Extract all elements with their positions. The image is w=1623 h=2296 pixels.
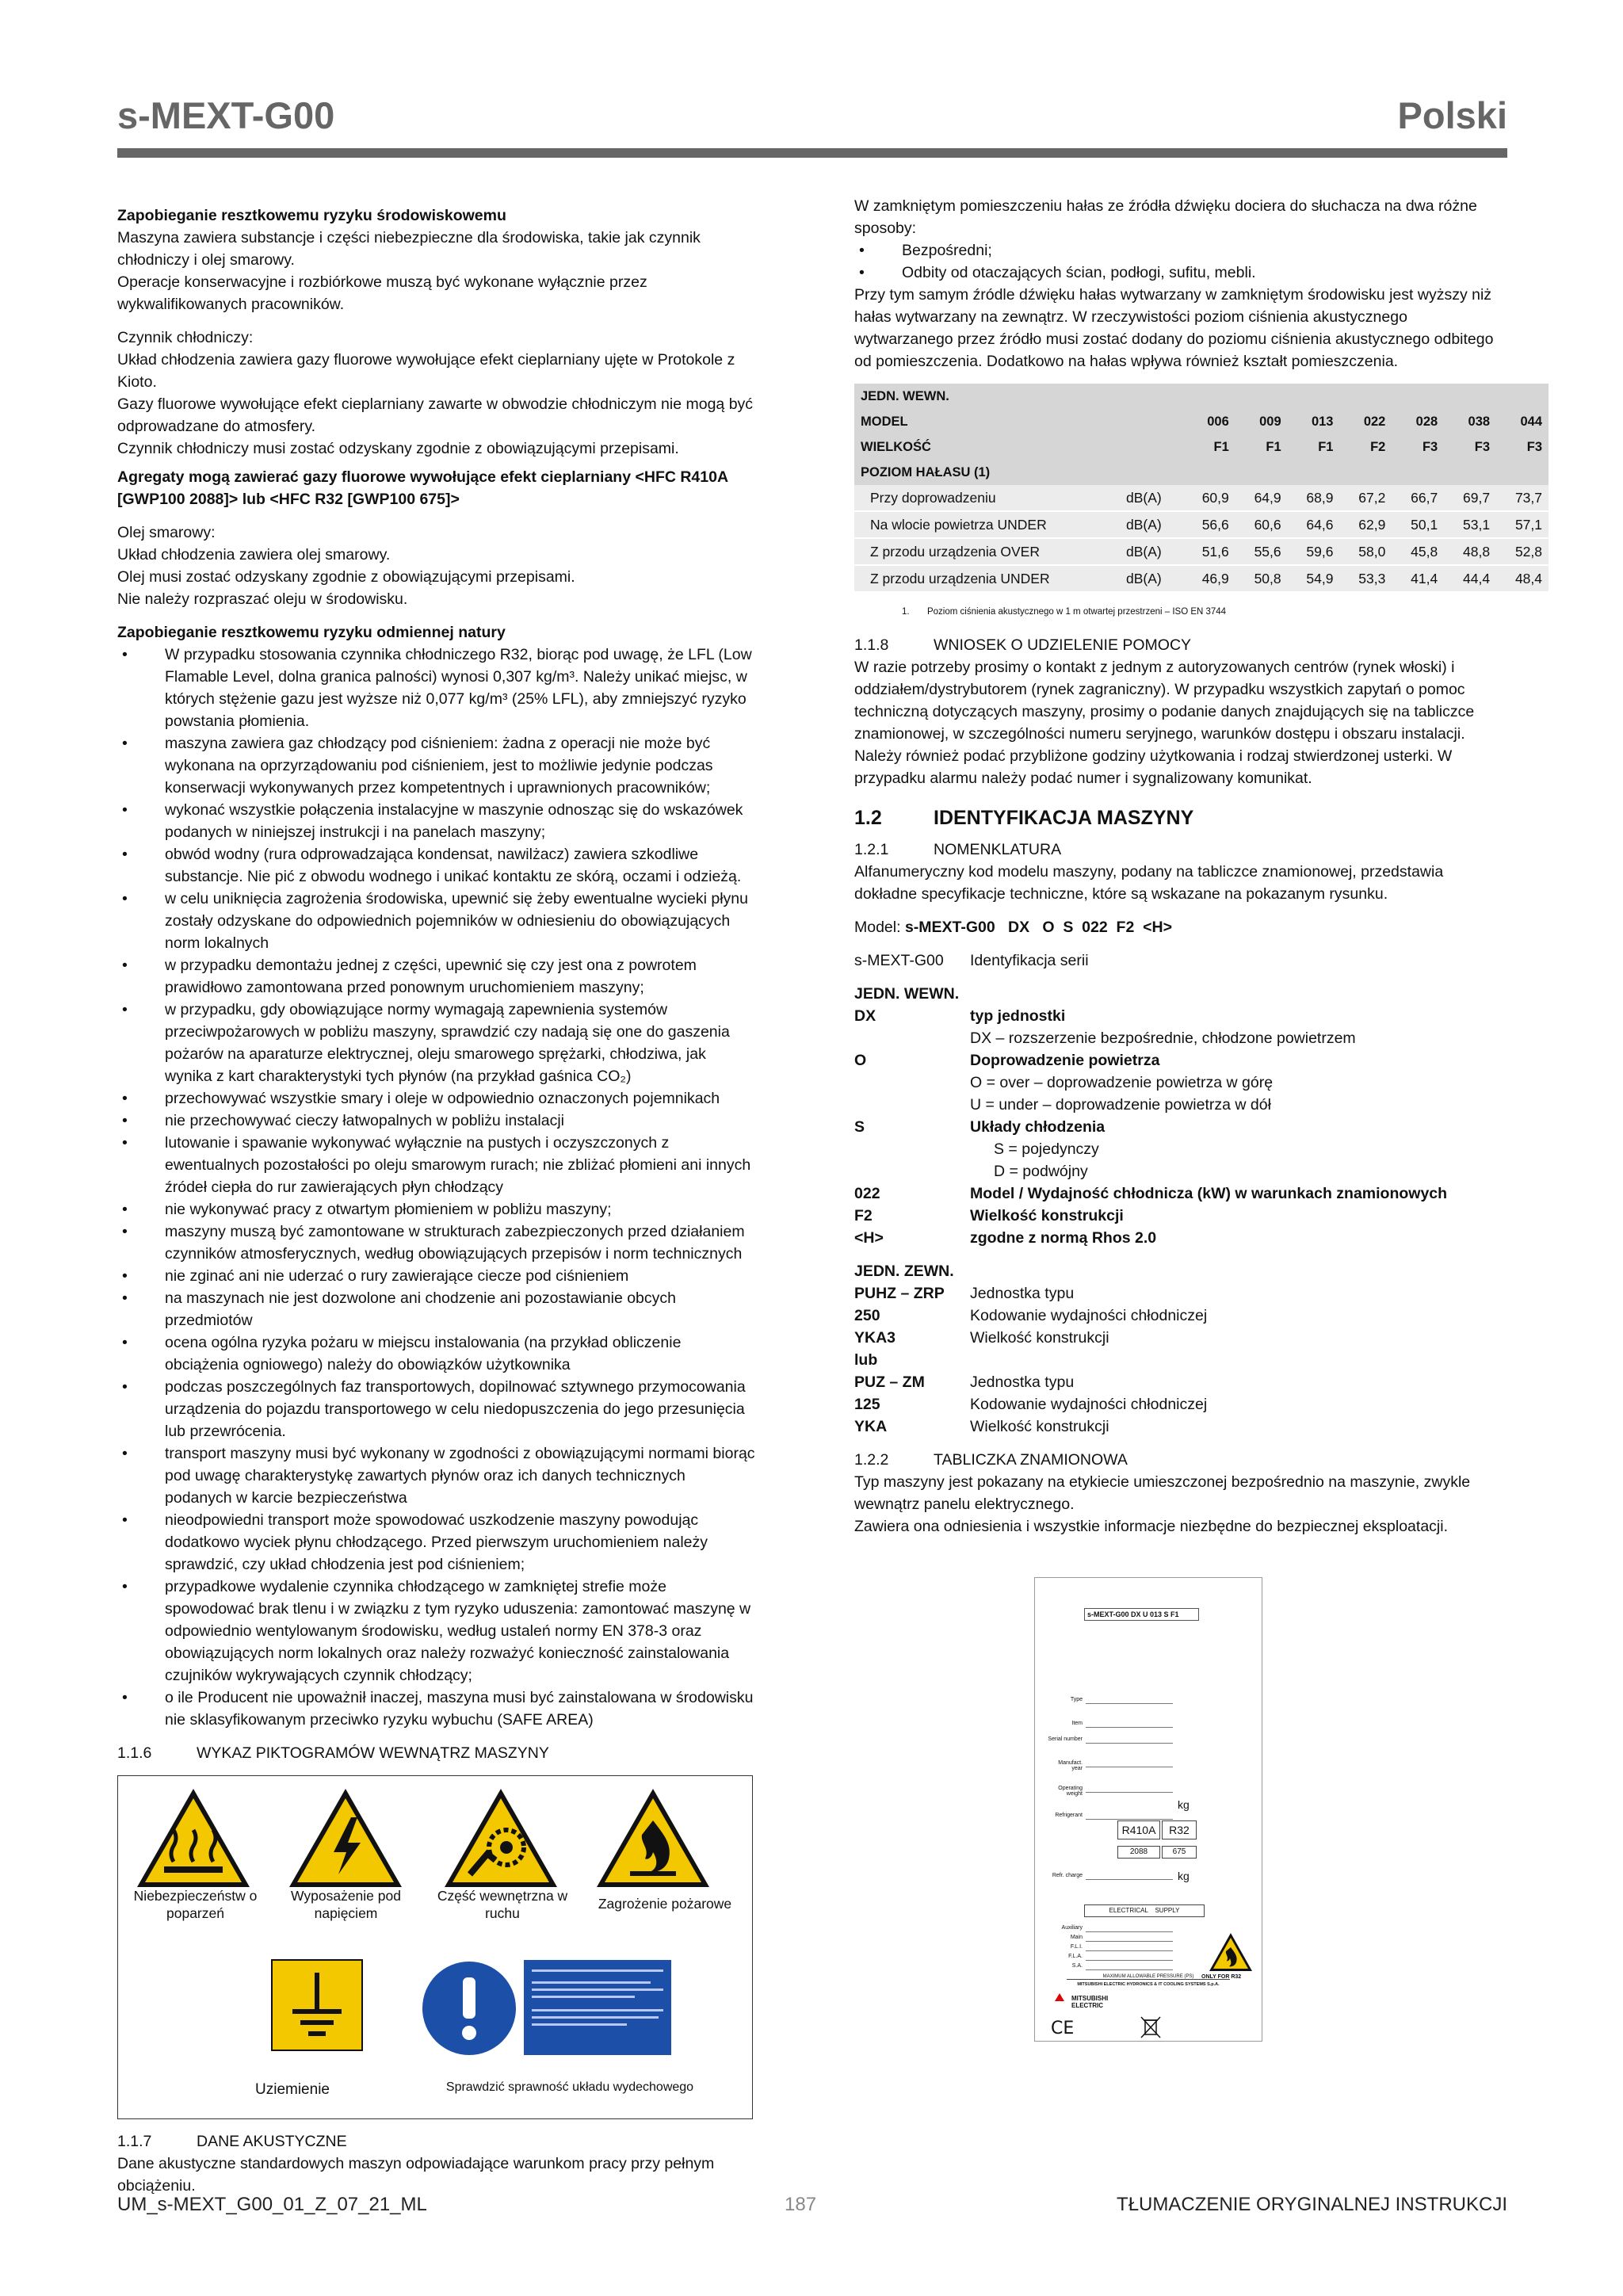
paragraph: Typ maszyny jest pokazany na etykiecie umieszczonej bezpośrednio na maszynie, zwykle wewnątrz panelu elektrycznego. — [854, 1473, 1471, 1513]
list-item: • Odbity od otaczających ścian, podłogi, sufitu, mebli. — [854, 262, 1507, 284]
code-key: <H> — [854, 1229, 884, 1247]
section-heading-121 — [854, 839, 1507, 861]
header-rule — [117, 148, 1507, 158]
plate-field-label: F.L.I. — [1070, 1944, 1083, 1950]
code-value: Jednostka typu — [970, 1285, 1075, 1302]
model-cell: 006 — [1183, 409, 1235, 434]
size-cell: F3 — [1444, 434, 1496, 460]
plate-field-line — [1086, 1703, 1173, 1704]
acoustic-data-table — [854, 384, 1549, 593]
nomenclature-row — [854, 1371, 1507, 1393]
list-item: • przypadkowe wydalenie czynnika chłodzącego w zamkniętej strefie może spowodować brak tlenu i w związku z tym ryzyko uduszenia: zamontować maszynę w odpowiednio wentylowanym środowisku, według ustaleń normy EN 378-3 oraz obowiązujących norm lokalnych oraz należy rozważyć konieczność zainstalowania czujników wykrywających czynnik chłodzący; — [117, 1576, 755, 1687]
document-title: s-MEXT-G00 — [117, 94, 335, 136]
table-row — [854, 538, 1549, 565]
code-description: D = podwójny — [994, 1163, 1088, 1180]
weee-bin-icon — [1140, 2015, 1162, 2039]
plate-pressure-header: MAXIMUM ALLOWABLE PRESSURE (PS) — [1067, 1974, 1230, 1980]
table-cell: 52,8 — [1496, 538, 1549, 565]
nomenclature-row — [854, 1138, 1507, 1160]
nomenclature-row — [854, 1072, 1507, 1094]
table-row — [854, 485, 1549, 511]
code-value: typ jednostki — [970, 1007, 1066, 1025]
plate-field-line — [1086, 1727, 1173, 1728]
row-unit: dB(A) — [1120, 565, 1183, 592]
section-number: 1.1.8 — [854, 636, 889, 654]
table-footnote — [902, 601, 1507, 623]
nomenclature-row — [854, 1182, 1507, 1205]
list-item: • nie przechowywać cieczy łatwopalnych w pobliżu instalacji — [117, 1110, 755, 1132]
plate-field-label: S.A. — [1071, 1963, 1083, 1969]
list-item: • nie wykonywać pracy z otwartym płomieniem w pobliżu maszyny; — [117, 1198, 755, 1221]
plate-field-line — [1086, 1743, 1173, 1744]
code-value: Wielkość konstrukcji — [970, 1329, 1109, 1347]
pictogram-label: Uziemienie — [255, 2081, 330, 2098]
table-cell: 67,2 — [1339, 485, 1392, 511]
code-key: S — [854, 1118, 865, 1136]
size-cell: F1 — [1235, 434, 1288, 460]
code-value: Wielkość konstrukcji — [970, 1418, 1109, 1435]
nomenclature-row — [854, 1116, 1507, 1138]
table-cell: 50,8 — [1235, 565, 1288, 592]
row-label: Przy doprowadzeniu — [854, 485, 1120, 511]
paragraph: Maszyna zawiera substancje i części niebezpieczne dla środowiska, takie jak czynnik chłodniczy i olej smarowy. — [117, 229, 701, 269]
list-item: • podczas poszczególnych faz transportowych, dopilnować sztywnego przymocowania urządzenia do pojazdu transportowego w celu niedopuszczenia do jego przesunięcia lub przewrócenia. — [117, 1376, 755, 1442]
plate-model-box: s-MEXT-G00 DX U 013 S F1 — [1084, 1608, 1199, 1621]
code-value: Identyfikacja serii — [970, 952, 1089, 969]
plate-field-label: Refr. charge — [1052, 1873, 1083, 1878]
pictogram-label: Zagrożenie pożarowe — [598, 1896, 732, 1912]
section-title: Zapobieganie resztkowemu ryzyku odmiennej natury — [117, 624, 506, 641]
paragraph: W razie potrzeby prosimy o kontakt z jednym z autoryzowanych centrów (rynek włoski) i oddziałem/dystrybutorem (rynek zagraniczny). W przypadku wszystkich zapytań o pomoc techniczną dotyczących maszyny, prosimy o podanie danych znajdujących się na tabliczce znamionowej, w szczególności numeru seryjnego, warunków dostępu i obszaru instalacji. Należy również podać przybliżone godziny użytkowania i rodzaj stwierdzonej usterki. W przypadku alarmu należy podać numer i sygnalizowany komunikat. — [854, 659, 1475, 787]
paragraph: Olej musi zostać odzyskany zgodnie z obowiązującymi przepisami. — [117, 568, 575, 586]
code-key: 022 — [854, 1185, 880, 1202]
paragraph: Układ chłodzenia zawiera olej smarowy. — [117, 546, 391, 563]
sound-path-list — [854, 239, 1507, 284]
nomenclature-row — [854, 1205, 1507, 1227]
table-cell: 66,7 — [1392, 485, 1444, 511]
list-item: • obwód wodny (rura odprowadzająca kondensat, nawilżacz) zawiera szkodliwe substancje. Nie pić z obwodu wodnego i unikać kontaktu ze skórą, oczami i odzieżą. — [117, 843, 755, 888]
subhead: Czynnik chłodniczy: — [117, 329, 254, 346]
section-title: DANE AKUSTYCZNE — [197, 2133, 347, 2150]
list-item: • maszyna zawiera gaz chłodzący pod ciśnieniem: żadna z operacji nie może być wykonana na oprzyrządowaniu pod ciśnieniem, jest to możliwie jedynie podczas konserwacji wykonywanych przez kompetentnych i uprawnionych pracowników; — [117, 732, 755, 799]
pictogram-label: Sprawdzić sprawność układu wydechowego — [445, 2080, 694, 2094]
code-value: Wielkość konstrukcji — [970, 1207, 1124, 1224]
paragraph: W zamkniętym pomieszczeniu hałas ze źródła dźwięku dociera do słuchacza na dwa różne sposoby: — [854, 197, 1477, 237]
paragraph: Układ chłodzenia zawiera gazy fluorowe wywołujące efekt cieplarniany ujęte w Protokole z Kioto. — [117, 351, 735, 391]
plate-charge-unit: kg — [1178, 1870, 1190, 1882]
model-prefix: Model: — [854, 919, 901, 936]
list-item: • nie zginać ani nie uderzać o rury zawierające ciecze pod ciśnieniem — [117, 1265, 755, 1287]
plate-field-label: Serial number — [1048, 1736, 1083, 1742]
nomenclature-row — [854, 1305, 1507, 1327]
row-unit: dB(A) — [1120, 485, 1183, 511]
plate-field-label: Operating weight — [1058, 1786, 1083, 1797]
code-key: YKA3 — [854, 1329, 896, 1347]
plate-gwp-b: 675 — [1162, 1846, 1197, 1859]
nomenclature-row — [854, 1227, 1507, 1249]
list-item: • nieodpowiedni transport może spowodować uszkodzenie maszyny powodując dodatkowo wyciek płynu chłodzącego. Przed pierwszym uruchomieniem należy sprawdzić, czy układ chłodzenia jest pod ciśnieniem; — [117, 1509, 755, 1576]
table-cell: 50,1 — [1392, 511, 1444, 538]
rating-plate-image — [1034, 1577, 1262, 2042]
model-cell: 028 — [1392, 409, 1444, 434]
plate-field-label: Main — [1070, 1935, 1083, 1940]
list-item: • lutowanie i spawanie wykonywać wyłącznie na pustych i oczyszczonych z ewentualnych pozostałości po oleju smarowym rurach; nie zbliżać płomieni ani innych źródeł ciepła do rur zawierających płyn chłodzący — [117, 1132, 755, 1198]
plate-refrigerant-b: R32 — [1162, 1820, 1197, 1839]
plate-field-line — [1086, 1879, 1173, 1880]
list-item: • maszyny muszą być zamontowane w strukturach zabezpieczonych przed działaniem czynników atmosferycznych, według obowiązujących przepisów i norm technicznych — [117, 1221, 755, 1265]
table-cell: 59,6 — [1288, 538, 1340, 565]
code-description: DX – rozszerzenie bezpośrednie, chłodzone powietrzem — [970, 1030, 1356, 1047]
table-header: POZIOM HAŁASU (1) — [854, 460, 1549, 485]
section-number: 1.2.1 — [854, 841, 889, 858]
section-title: NOMENKLATURA — [934, 841, 1062, 858]
section-title: IDENTYFIKACJA MASZYNY — [934, 807, 1194, 829]
list-item: • w celu uniknięcia zagrożenia środowiska, upewnić się żeby ewentualne wycieki płynu zostały odzyskane do odpowiednich pojemników w odniesieniu do obowiązujących norm lokalnych — [117, 888, 755, 954]
plate-field-label: F.L.A. — [1068, 1954, 1083, 1959]
plate-brand: MITSUBISHI ELECTRIC — [1071, 1995, 1109, 2009]
plate-field-label: Item — [1071, 1721, 1083, 1726]
plate-field-line — [1086, 1931, 1173, 1932]
plate-weight-unit: kg — [1178, 1798, 1190, 1811]
code-key: 125 — [854, 1396, 880, 1413]
table-cell: 48,8 — [1444, 538, 1496, 565]
table-cell: 54,9 — [1288, 565, 1340, 592]
plate-field-line — [1086, 1792, 1173, 1793]
footnote-text: Poziom ciśnienia akustycznego w 1 m otwartej przestrzeni – ISO EN 3744 — [926, 607, 1227, 617]
nomenclature-row — [854, 1393, 1507, 1415]
section-heading-117 — [117, 2130, 755, 2153]
section-number: 1.1.6 — [117, 1744, 152, 1762]
code-key: DX — [854, 1007, 876, 1025]
section-title: WYKAZ PIKTOGRAMÓW WEWNĄTRZ MASZYNY — [197, 1744, 549, 1762]
plate-ce-mark: CE — [1051, 2019, 1075, 2038]
plate-field-label: Auxiliary — [1061, 1925, 1083, 1931]
language-label: Polski — [1397, 94, 1507, 136]
section-heading-116 — [117, 1742, 755, 1764]
plate-field-line — [1086, 1950, 1173, 1951]
fire-hazard-icon — [594, 1786, 712, 1890]
plate-company: MITSUBISHI ELECTRIC HYDRONICS & IT COOLING SYSTEMS S.p.A. — [1077, 1982, 1220, 1987]
table-cell: 44,4 — [1444, 565, 1496, 592]
left-column — [117, 204, 755, 2197]
plate-field-line — [1086, 1941, 1173, 1942]
table-cell: 64,9 — [1235, 485, 1288, 511]
table-header: JEDN. WEWN. — [854, 384, 1549, 409]
table-cell: 48,4 — [1496, 565, 1549, 592]
pictogram-label: Część wewnętrzna w ruchu — [437, 1888, 568, 1921]
moving-parts-icon — [441, 1786, 560, 1890]
subhead: Olej smarowy: — [117, 524, 216, 541]
plate-field-label: Type — [1070, 1697, 1083, 1702]
plate-field-line — [1086, 1960, 1173, 1961]
nomenclature-row — [854, 1282, 1507, 1305]
table-row — [854, 511, 1549, 538]
code-key: O — [854, 1052, 867, 1069]
document-type: TŁUMACZENIE ORYGINALNEJ INSTRUKCJI — [1117, 2194, 1507, 2215]
row-unit: dB(A) — [1120, 538, 1183, 565]
pictogram-label: Wyposażenie pod napięciem — [291, 1888, 401, 1921]
paragraph: Dane akustyczne standardowych maszyn odpowiadające warunkom pracy przy pełnym obciążeniu. — [117, 2155, 715, 2195]
model-code: s-MEXT-G00 DX O S 022 F2 <H> — [904, 919, 1172, 936]
paragraph: Zawiera ona odniesienia i wszystkie informacje niezbędne do bezpiecznej eksploatacji. — [854, 1518, 1448, 1535]
document-code: UM_s-MEXT_G00_01_Z_07_21_ML — [117, 2194, 427, 2215]
code-value: Kodowanie wydajności chłodniczej — [970, 1307, 1208, 1324]
gwp-notice: Agregaty mogą zawierać gazy fluorowe wywołujące efekt cieplarniany <HFC R410A [GWP100 2088]> lub <HFC R32 [GWP100 675]> — [117, 468, 728, 508]
nomenclature-row — [854, 1415, 1507, 1438]
section-title: WNIOSEK O UDZIELENIE POMOCY — [934, 636, 1192, 654]
table-cell: 60,6 — [1235, 511, 1288, 538]
table-cell: 53,1 — [1444, 511, 1496, 538]
nomenclature-row — [854, 1327, 1507, 1349]
list-item: • o ile Producent nie upoważnił inaczej, maszyna musi być zainstalowana w środowisku nie sklasyfikowanym przeciwko ryzyku wybuchu (SAFE AREA) — [117, 1687, 755, 1731]
section-heading-122 — [854, 1449, 1507, 1471]
table-header: WIELKOŚĆ — [854, 434, 1183, 460]
nomenclature-row — [854, 1027, 1507, 1049]
row-unit: dB(A) — [1120, 511, 1183, 538]
code-value: Doprowadzenie powietrza — [970, 1052, 1160, 1069]
section-heading-118 — [854, 634, 1507, 656]
paragraph: Gazy fluorowe wywołujące efekt cieplarniany zawarte w obwodzie chłodniczym nie mogą być odprowadzane do atmosfery. — [117, 395, 754, 435]
mitsubishi-logo-icon — [1051, 1993, 1068, 2009]
section-number: 1.1.7 — [117, 2133, 152, 2150]
row-label: Z przodu urządzenia OVER — [854, 538, 1120, 565]
nomenclature-row — [854, 1094, 1507, 1116]
table-cell: 73,7 — [1496, 485, 1549, 511]
fire-warning-icon — [1208, 1931, 1254, 1973]
model-cell: 038 — [1444, 409, 1496, 434]
risk-bullet-list — [117, 644, 755, 1731]
list-item: • wykonać wszystkie połączenia instalacyjne w maszynie odnosząc się do wskazówek podanych w niniejszej instrukcji i na panelach maszyny; — [117, 799, 755, 843]
paragraph: Nie należy rozpraszać oleju w środowisku. — [117, 590, 408, 608]
list-item: • w przypadku demontażu jednej z części, upewnić się czy jest ona z powrotem prawidłowo zamontowana przed ponownym uruchomieniem maszyny; — [117, 954, 755, 999]
paragraph: Przy tym samym źródle dźwięku hałas wytwarzany w zamkniętym środowisku jest wyższy niż hałas wytwarzany na zewnątrz. W rzeczywistości poziom ciśnienia akustycznego wytwarzanego przez źródło musi zostać dodany do poziomu ciśnienia akustycznego odbitego od pomieszczenia. Dodatkowo na hałas wpływa również kształt pomieszczenia. — [854, 286, 1494, 370]
plate-field-line — [1086, 1969, 1173, 1970]
paragraph: Czynnik chłodniczy musi zostać odzyskany zgodnie z obowiązującymi przepisami. — [117, 440, 679, 457]
code-description: O = over – doprowadzenie powietrza w górę — [970, 1074, 1274, 1091]
exclamation-mandatory-icon — [421, 1960, 517, 2057]
plate-field-line — [1086, 1819, 1173, 1820]
row-label: Z przodu urządzenia UNDER — [854, 565, 1120, 592]
code-value: Model / Wydajność chłodnicza (kW) w warunkach znamionowych — [970, 1185, 1448, 1202]
table-cell: 62,9 — [1339, 511, 1392, 538]
code-value: zgodne z normą Rhos 2.0 — [970, 1229, 1157, 1247]
table-cell: 68,9 — [1288, 485, 1340, 511]
code-value: Układy chłodzenia — [970, 1118, 1106, 1136]
list-item: • w przypadku, gdy obowiązujące normy wymagają zapewnienia systemów przeciwpożarowych w pobliżu maszyny, sprawdzić czy nadają się one do gaszenia pożarów na aparaturze elektrycznej, oleju smarowego sprężarki, chłodziwa, jak wynika z kart charakterystyki tych płynów (na przykład gaśnica CO₂) — [117, 999, 755, 1087]
subhead: JEDN. ZEWN. — [854, 1263, 954, 1280]
right-column — [854, 195, 1542, 1538]
code-key: PUHZ – ZRP — [854, 1285, 945, 1302]
table-cell: 45,8 — [1392, 538, 1444, 565]
code-key: F2 — [854, 1207, 873, 1224]
table-cell: 58,0 — [1339, 538, 1392, 565]
page-number: 187 — [785, 2194, 817, 2215]
code-key: YKA — [854, 1418, 888, 1435]
table-cell: 56,6 — [1183, 511, 1235, 538]
code-key: 250 — [854, 1307, 880, 1324]
table-header: MODEL — [854, 409, 1183, 434]
plate-only-r32: ONLY FOR R32 — [1201, 1974, 1242, 1980]
pictogram-panel — [117, 1775, 753, 2119]
section-title: TABLICZKA ZNAMIONOWA — [934, 1451, 1128, 1469]
size-cell: F1 — [1183, 434, 1235, 460]
plate-electrical-header: ELECTRICAL SUPPLY — [1084, 1904, 1205, 1917]
section-number: 1.2 — [854, 807, 882, 829]
table-cell: 60,9 — [1183, 485, 1235, 511]
table-row — [854, 565, 1549, 592]
table-cell: 64,6 — [1288, 511, 1340, 538]
section-heading-12 — [854, 807, 1507, 829]
plate-field-label: Refrigerant — [1055, 1813, 1083, 1818]
subhead: JEDN. WEWN. — [854, 985, 960, 1003]
ground-icon — [270, 1958, 364, 2052]
model-cell: 044 — [1496, 409, 1549, 434]
size-cell: F3 — [1496, 434, 1549, 460]
code-value: Jednostka typu — [970, 1373, 1075, 1391]
paragraph: Operacje konserwacyjne i rozbiórkowe muszą być wykonane wyłącznie przez wykwalifikowanych pracowników. — [117, 273, 647, 313]
size-cell: F1 — [1288, 434, 1340, 460]
nomenclature-row — [854, 949, 1507, 972]
plate-field-label: Manufact. year — [1058, 1760, 1083, 1771]
code-key: PUZ – ZM — [854, 1373, 925, 1391]
code-description: S = pojedynczy — [994, 1140, 1099, 1158]
pictogram-label: Niebezpieczeństw o poparzeń — [133, 1888, 258, 1921]
table-cell: 55,6 — [1235, 538, 1288, 565]
nomenclature-row — [854, 1005, 1507, 1027]
table-cell: 57,1 — [1496, 511, 1549, 538]
section-number: 1.2.2 — [854, 1451, 889, 1469]
list-item: • przechowywać wszystkie smary i oleje w odpowiednio oznaczonych pojemnikach — [117, 1087, 755, 1110]
plate-gwp-a: 2088 — [1117, 1846, 1160, 1859]
exhaust-check-sticker — [524, 1960, 671, 2055]
section-title: Zapobieganie resztkowemu ryzyku środowiskowemu — [117, 207, 506, 224]
table-cell: 41,4 — [1392, 565, 1444, 592]
list-item: • Bezpośredni; — [854, 239, 1507, 262]
list-item: • W przypadku stosowania czynnika chłodniczego R32, biorąc pod uwagę, że LFL (Low Flamable Level, dolna granica palności) wynosi 0,307 kg/m³. Należy unikać miejsc, w których stężenie gazu jest wyższe niż 0,077 kg/m³ (25% LFL), aby zmniejszyć ryzyko powstania płomienia. — [117, 644, 755, 732]
hot-surface-warning-icon — [134, 1786, 253, 1890]
table-cell: 69,7 — [1444, 485, 1496, 511]
nomenclature-row — [854, 1049, 1507, 1072]
model-cell: 022 — [1339, 409, 1392, 434]
table-cell: 53,3 — [1339, 565, 1392, 592]
model-code-line — [854, 916, 1507, 938]
model-cell: 013 — [1288, 409, 1340, 434]
size-cell: F2 — [1339, 434, 1392, 460]
row-label: Na wlocie powietrza UNDER — [854, 511, 1120, 538]
electrical-hazard-icon — [286, 1786, 405, 1890]
plate-refrigerant-a: R410A — [1117, 1820, 1160, 1839]
nomenclature-row — [854, 1160, 1507, 1182]
code-value: Kodowanie wydajności chłodniczej — [970, 1396, 1208, 1413]
paragraph: Alfanumeryczny kod modelu maszyny, podany na tabliczce znamionowej, przedstawia dokładne specyfikacje techniczne, które są wskazane na pokazanym rysunku. — [854, 863, 1444, 903]
list-item: • ocena ogólna ryzyka pożaru w miejscu instalowania (na przykład obliczenie obciążenia ogniowego) należy do obowiązków użytkownika — [117, 1331, 755, 1376]
model-cell: 009 — [1235, 409, 1288, 434]
table-cell: 46,9 — [1183, 565, 1235, 592]
code-key: s-MEXT-G00 — [854, 952, 944, 969]
footnote-number: 1. — [902, 607, 910, 617]
table-cell: 51,6 — [1183, 538, 1235, 565]
code-description: U = under – doprowadzenie powietrza w dół — [970, 1096, 1271, 1114]
list-item: • transport maszyny musi być wykonany w zgodności z obowiązującymi normami biorąc pod uwagę charakterystykę zawartych płynów oraz ich danych technicznych podanych w karcie bezpieczeństwa — [117, 1442, 755, 1509]
size-cell: F3 — [1392, 434, 1444, 460]
or-separator: lub — [854, 1351, 878, 1369]
list-item: • na maszynach nie jest dozwolone ani chodzenie ani pozostawianie obcych przedmiotów — [117, 1287, 755, 1331]
